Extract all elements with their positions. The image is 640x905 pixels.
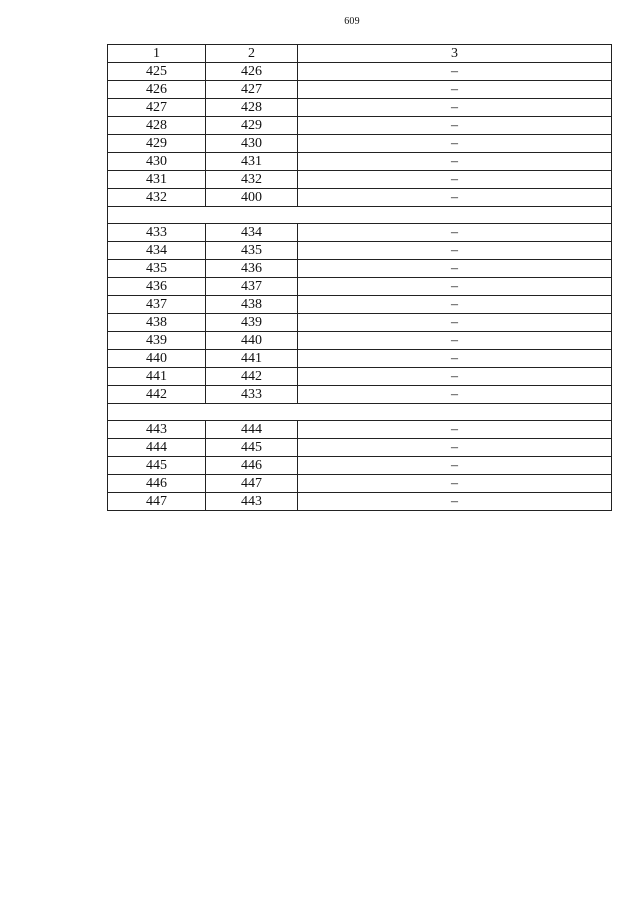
table-cell-col1: 438 (108, 314, 206, 332)
group-separator-cell (108, 404, 612, 421)
table-header-row (108, 45, 612, 63)
table-cell-col2: 439 (206, 314, 298, 332)
table-cell-col3: – (298, 350, 612, 368)
table-cell-col1: 445 (108, 457, 206, 475)
table-row (108, 493, 612, 511)
table-cell-col1: 439 (108, 332, 206, 350)
table-row (108, 439, 612, 457)
table-cell-col2: 445 (206, 439, 298, 457)
table-cell-col3: – (298, 135, 612, 153)
table-row (108, 350, 612, 368)
table-row (108, 457, 612, 475)
table-cell-col1: 446 (108, 475, 206, 493)
table-cell-col3: – (298, 153, 612, 171)
table-cell-col1: 430 (108, 153, 206, 171)
table-row (108, 475, 612, 493)
header-cell-2: 2 (206, 45, 298, 63)
table-cell-col3: – (298, 457, 612, 475)
table-row (108, 99, 612, 117)
table-cell-col3: – (298, 278, 612, 296)
table-row (108, 260, 612, 278)
table-cell-col3: – (298, 171, 612, 189)
table-cell-col2: 438 (206, 296, 298, 314)
table-cell-col2: 434 (206, 224, 298, 242)
table-cell-col3: – (298, 99, 612, 117)
table-cell-col1: 443 (108, 421, 206, 439)
table-cell-col2: 432 (206, 171, 298, 189)
table-cell-col1: 433 (108, 224, 206, 242)
table-row (108, 242, 612, 260)
table-cell-col1: 431 (108, 171, 206, 189)
table-cell-col2: 431 (206, 153, 298, 171)
table-cell-col3: – (298, 421, 612, 439)
table-cell-col2: 442 (206, 368, 298, 386)
table-row (108, 171, 612, 189)
table-row (108, 314, 612, 332)
table-cell-col2: 437 (206, 278, 298, 296)
table-cell-col2: 400 (206, 189, 298, 207)
table-row (108, 368, 612, 386)
table-cell-col1: 435 (108, 260, 206, 278)
table-cell-col1: 442 (108, 386, 206, 404)
table-body (108, 45, 612, 511)
table-cell-col1: 437 (108, 296, 206, 314)
table-cell-col2: 430 (206, 135, 298, 153)
table-cell-col2: 447 (206, 475, 298, 493)
table-cell-col1: 440 (108, 350, 206, 368)
table-row (108, 278, 612, 296)
table-row (108, 386, 612, 404)
table-row (108, 63, 612, 81)
table-cell-col3: – (298, 63, 612, 81)
table-cell-col1: 429 (108, 135, 206, 153)
table-cell-col2: 440 (206, 332, 298, 350)
header-cell-3: 3 (298, 45, 612, 63)
table-row (108, 421, 612, 439)
table-cell-col3: – (298, 368, 612, 386)
table-cell-col3: – (298, 314, 612, 332)
table-row (108, 135, 612, 153)
table-cell-col3: – (298, 81, 612, 99)
table-cell-col2: 446 (206, 457, 298, 475)
table-cell-col1: 427 (108, 99, 206, 117)
table-row (108, 189, 612, 207)
table-cell-col3: – (298, 117, 612, 135)
table-cell-col3: – (298, 332, 612, 350)
group-separator-row (108, 207, 612, 224)
table-cell-col3: – (298, 296, 612, 314)
table-cell-col1: 434 (108, 242, 206, 260)
table-cell-col3: – (298, 439, 612, 457)
table-cell-col1: 425 (108, 63, 206, 81)
table-cell-col1: 426 (108, 81, 206, 99)
table-row (108, 332, 612, 350)
table-cell-col2: 428 (206, 99, 298, 117)
table-cell-col1: 441 (108, 368, 206, 386)
table-cell-col3: – (298, 493, 612, 511)
table-cell-col1: 432 (108, 189, 206, 207)
group-separator-cell (108, 207, 612, 224)
table-row (108, 224, 612, 242)
table-cell-col3: – (298, 189, 612, 207)
table-cell-col1: 428 (108, 117, 206, 135)
table-cell-col2: 436 (206, 260, 298, 278)
table-cell-col2: 435 (206, 242, 298, 260)
table-cell-col3: – (298, 386, 612, 404)
table-cell-col2: 426 (206, 63, 298, 81)
table-cell-col3: – (298, 260, 612, 278)
table-cell-col3: – (298, 475, 612, 493)
group-separator-row (108, 404, 612, 421)
table-cell-col1: 436 (108, 278, 206, 296)
table-cell-col3: – (298, 242, 612, 260)
table-row (108, 117, 612, 135)
table-row (108, 296, 612, 314)
table-row (108, 153, 612, 171)
table-cell-col3: – (298, 224, 612, 242)
table-cell-col1: 447 (108, 493, 206, 511)
page-number: 609 (344, 16, 360, 27)
table-cell-col2: 433 (206, 386, 298, 404)
table-cell-col2: 444 (206, 421, 298, 439)
table-cell-col2: 427 (206, 81, 298, 99)
header-cell-1: 1 (108, 45, 206, 63)
data-table (107, 44, 612, 511)
table-cell-col2: 429 (206, 117, 298, 135)
table-cell-col1: 444 (108, 439, 206, 457)
table-row (108, 81, 612, 99)
table-cell-col2: 441 (206, 350, 298, 368)
table-cell-col2: 443 (206, 493, 298, 511)
